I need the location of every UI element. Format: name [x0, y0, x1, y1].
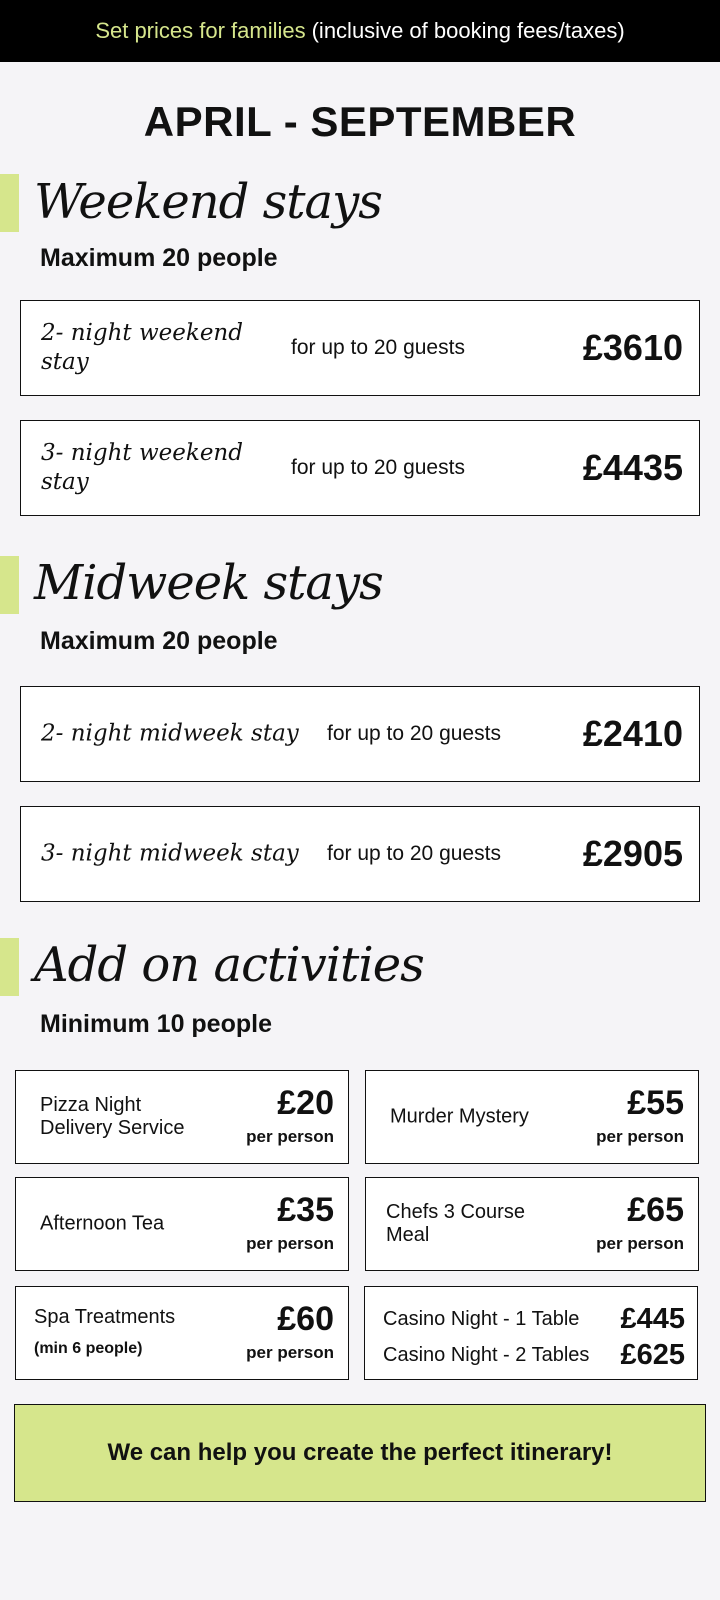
activity-card-afternoon-tea: [15, 1177, 349, 1271]
activities-section-title: Add on activities: [34, 937, 424, 993]
activity-card-pizza: [15, 1070, 349, 1164]
activity-unit: per person: [246, 1127, 334, 1146]
header-note: (inclusive of booking fees/taxes): [311, 18, 625, 43]
weekend-accent-bar: [0, 174, 19, 232]
midweek-accent-bar: [0, 556, 19, 614]
activity-name: Afternoon Tea: [40, 1212, 165, 1235]
stay-price: £2905: [582, 833, 683, 874]
activity-card-chefs-meal: [365, 1177, 699, 1271]
activity-unit: per person: [596, 1127, 684, 1146]
weekend-section-subtitle: Maximum 20 people: [40, 244, 278, 272]
stay-name: 2- night midweek stay: [41, 720, 299, 747]
stay-name: 3- night midweek stay: [41, 840, 299, 867]
activity-unit: per person: [246, 1234, 334, 1253]
stay-guests: for up to 20 guests: [327, 722, 501, 745]
activity-card-spa: [15, 1286, 349, 1380]
season-title: APRIL - SEPTEMBER: [143, 98, 577, 145]
activities-accent-bar: [0, 938, 19, 996]
stay-guests: for up to 20 guests: [291, 336, 465, 359]
stay-guests: for up to 20 guests: [291, 456, 465, 479]
midweek-3-night-card: [20, 806, 700, 902]
activity-card-casino: [364, 1286, 698, 1380]
activity-name: Pizza Night Delivery Service: [40, 1094, 185, 1139]
casino-option-name: Casino Night - 1 Table: [383, 1308, 580, 1330]
activity-unit: per person: [596, 1234, 684, 1253]
weekend-3-night-card: [20, 420, 700, 516]
casino-option-price: £625: [620, 1339, 685, 1371]
weekend-section-title: Weekend stays: [34, 174, 382, 230]
stay-guests: for up to 20 guests: [327, 842, 501, 865]
header-highlight: Set prices for families: [95, 18, 306, 43]
activities-section-subtitle: Minimum 10 people: [40, 1010, 272, 1038]
weekend-2-night-card: [20, 300, 700, 396]
activity-name: Spa Treatments: [34, 1306, 176, 1328]
activity-card-murder-mystery: [365, 1070, 699, 1164]
casino-option-price: £445: [620, 1303, 685, 1335]
casino-row-2-tables: [383, 1339, 685, 1372]
activity-unit: per person: [246, 1343, 334, 1362]
activity-price: £35: [277, 1191, 334, 1229]
stay-price: £3610: [582, 327, 683, 368]
stay-price: £2410: [582, 713, 683, 754]
stay-name: 2- night weekend stay: [41, 320, 243, 375]
itinerary-cta-banner: We can help you create the perfect itinerary!: [14, 1404, 706, 1502]
stay-price: £4435: [582, 447, 683, 488]
activity-note: (min 6 people): [34, 1340, 143, 1357]
midweek-section-subtitle: Maximum 20 people: [40, 627, 278, 655]
midweek-section-title: Midweek stays: [34, 555, 383, 611]
casino-option-name: Casino Night - 2 Tables: [383, 1344, 590, 1366]
activity-price: £60: [277, 1300, 334, 1338]
stay-name: 3- night weekend stay: [41, 440, 243, 495]
midweek-2-night-card: [20, 686, 700, 782]
activity-price: £20: [277, 1084, 334, 1122]
activity-name-wrapper: [34, 1306, 204, 1360]
pricing-header-bar: [0, 0, 720, 62]
casino-row-1-table: [383, 1303, 685, 1336]
activity-name: Murder Mystery: [390, 1105, 529, 1128]
activity-price: £55: [627, 1084, 684, 1122]
activity-name: Chefs 3 Course Meal: [386, 1201, 525, 1246]
activity-price: £65: [627, 1191, 684, 1229]
